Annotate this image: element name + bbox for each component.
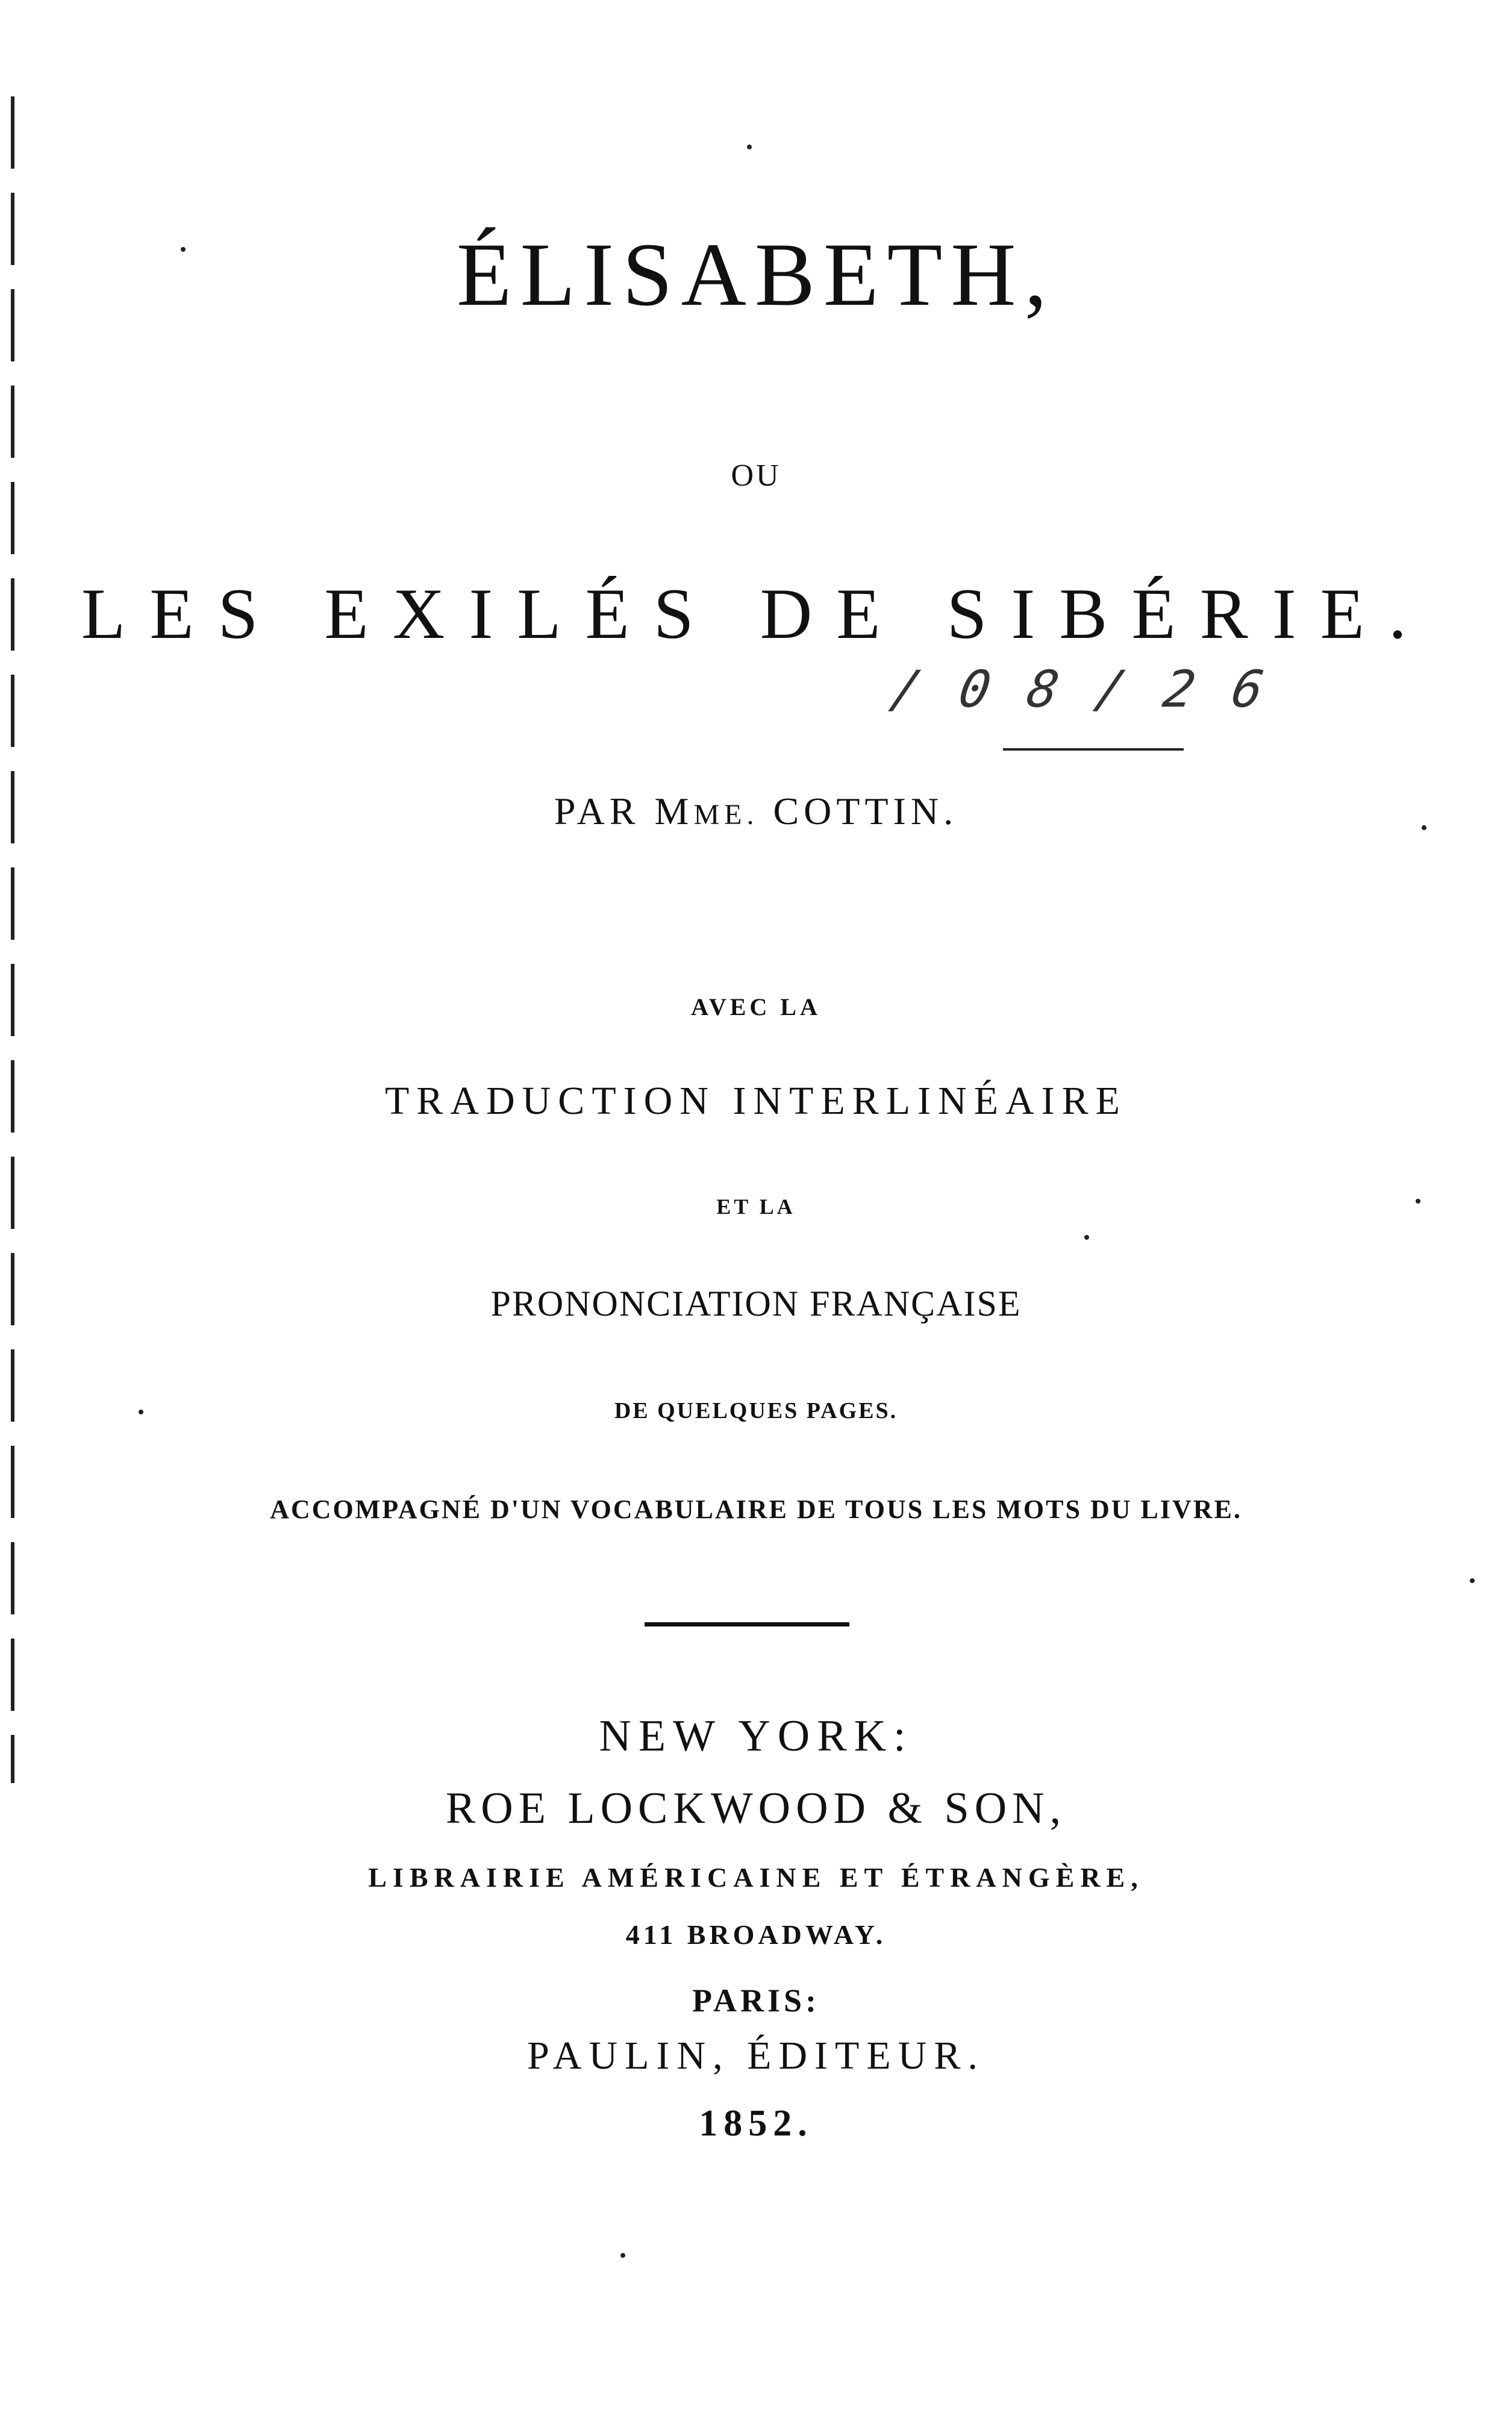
avec-la-line: AVEC LA [691, 993, 821, 1020]
imprint-bookshop: LIBRAIRIE AMÉRICAINE ET ÉTRANGÈRE, [368, 1862, 1144, 1893]
handwritten-annotation: / 0 8 / 2 6 [886, 660, 1272, 719]
ink-speck [747, 145, 752, 149]
ink-speck [620, 2253, 625, 2258]
ink-speck [1422, 825, 1426, 830]
author-honorific-first: M [654, 790, 694, 833]
ink-speck [1470, 1578, 1475, 1583]
book-title: ÉLISABETH, [456, 225, 1056, 325]
annotation-underline [1003, 748, 1184, 751]
section-divider [645, 1622, 849, 1626]
imprint-publisher: ROE LOCKWOOD & SON, [445, 1784, 1067, 1833]
ink-speck [139, 1410, 143, 1414]
quelques-pages-line: DE QUELQUES PAGES. [614, 1398, 898, 1423]
imprint-editeur: PAULIN, ÉDITEUR. [527, 2034, 985, 2078]
page-left-edge [11, 96, 14, 1783]
imprint-address: 411 BROADWAY. [625, 1919, 887, 1950]
traduction-line: TRADUCTION INTERLINÉAIRE [384, 1079, 1127, 1123]
author-prefix: PAR [554, 790, 655, 833]
imprint-paris: PARIS: [692, 1982, 820, 2019]
prononciation-line: PRONONCIATION FRANÇAISE [490, 1284, 1022, 1323]
author-line [0, 789, 1512, 834]
author-name: COTTIN. [758, 790, 958, 833]
ink-speck [1416, 1199, 1420, 1204]
book-subtitle: LES EXILÉS DE SIBÉRIE. [81, 573, 1431, 654]
author-honorific-rest: ME. [693, 799, 759, 831]
imprint-year: 1852. [699, 2103, 813, 2144]
imprint-city: NEW YORK: [599, 1711, 913, 1761]
title-connector: OU [731, 458, 781, 493]
ink-speck [1084, 1235, 1089, 1240]
et-la-line: ET LA [716, 1195, 796, 1219]
ink-speck [181, 247, 186, 252]
vocabulaire-line: ACCOMPAGNÉ D'UN VOCABULAIRE DE TOUS LES MOTS DU LIVRE. [270, 1495, 1242, 1524]
